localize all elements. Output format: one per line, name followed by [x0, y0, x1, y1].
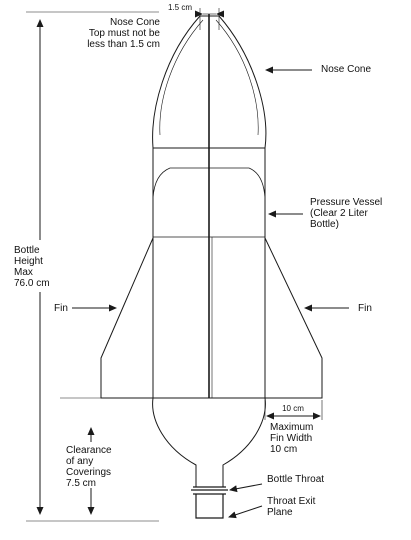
clearance-label: Clearance of any Coverings 7.5 cm — [66, 445, 112, 489]
fin-label-right: Fin — [358, 303, 372, 314]
top-width-label: 1.5 cm — [167, 3, 192, 12]
bottle-bottom — [153, 398, 266, 487]
throat-exit-label: Throat Exit Plane — [267, 496, 316, 518]
nose-cone-note: Nose Cone Top must not be less than 1.5 cm — [87, 17, 160, 50]
max-fin-width-label: Maximum Fin Width 10 cm — [270, 422, 314, 455]
bottle-height-label: Bottle Height Max 76.0 cm — [14, 245, 50, 289]
bottle-throat-label: Bottle Throat — [267, 474, 325, 485]
bottle-throat — [191, 487, 228, 518]
fin-label-left: Fin — [54, 303, 68, 314]
nose-cone-label: Nose Cone — [321, 64, 372, 75]
right-fin — [265, 238, 322, 398]
pressure-vessel-label: Pressure Vessel (Clear 2 Liter Bottle) — [310, 197, 383, 230]
fin-width-dimension-label: 10 cm — [282, 404, 304, 413]
left-fin — [101, 238, 153, 398]
